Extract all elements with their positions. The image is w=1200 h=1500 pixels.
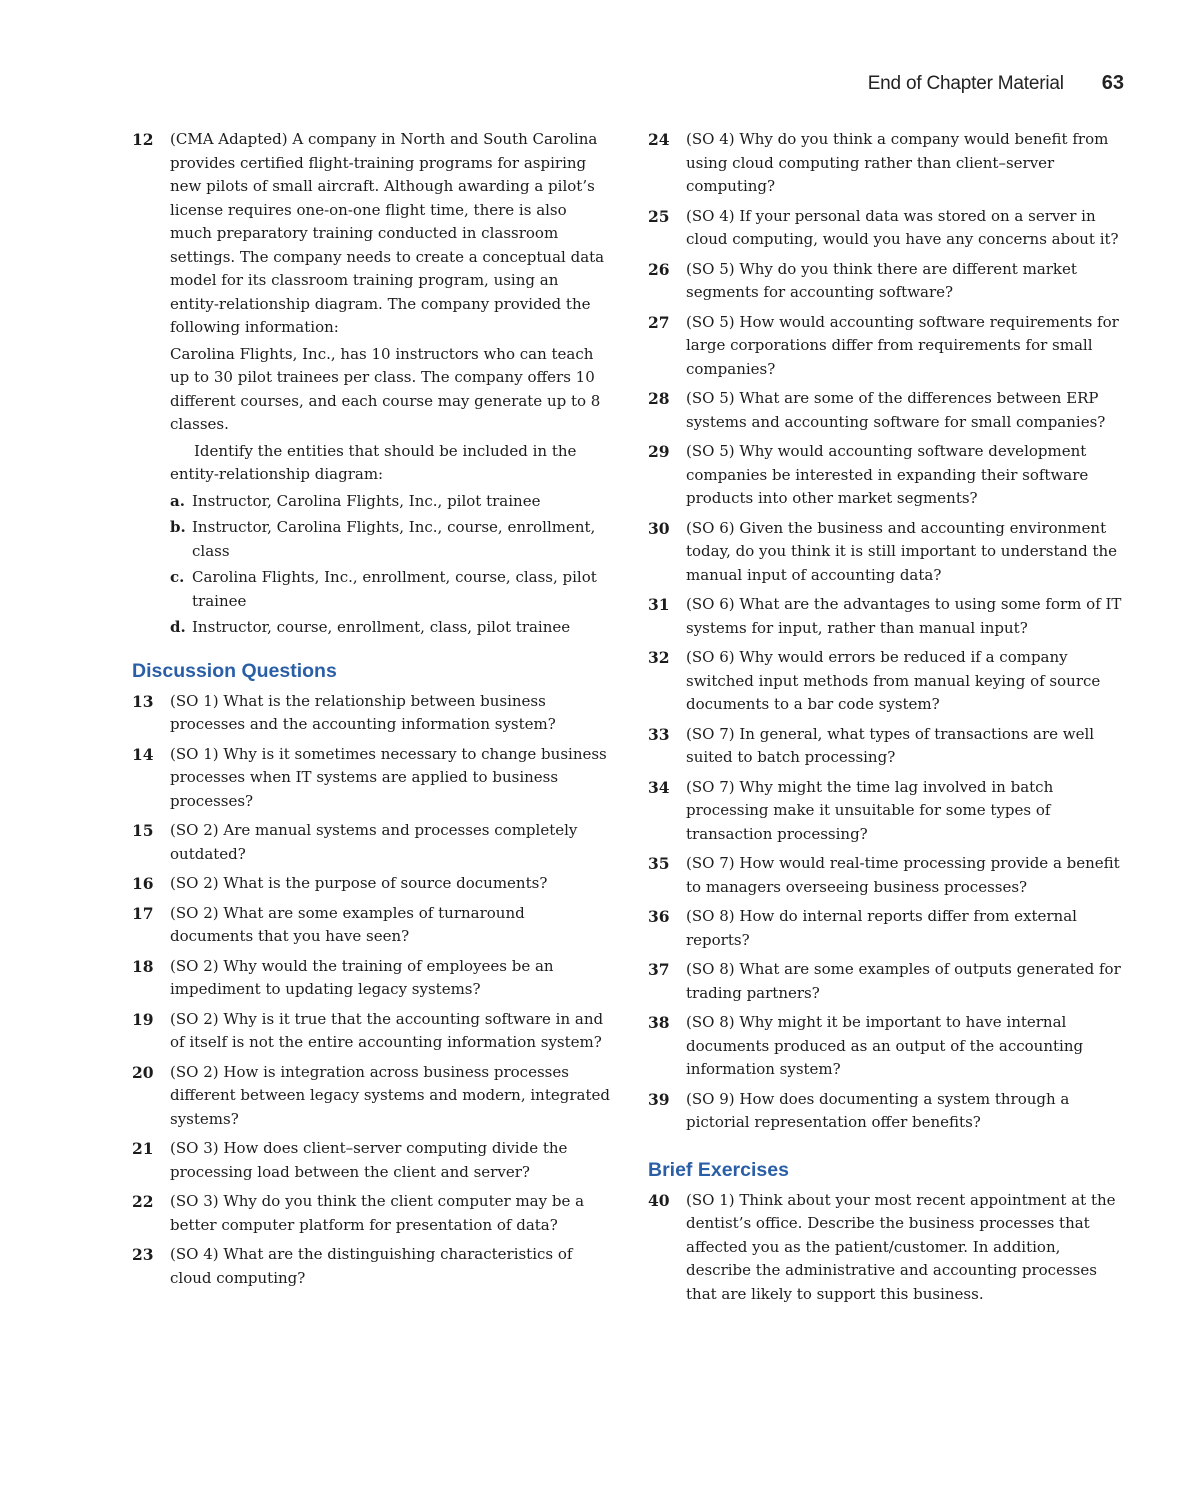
running-head (868, 72, 1124, 95)
section-title-discussion: Discussion Questions (132, 659, 337, 682)
question-prompt: Identify the entities that should be included in the entity-relationship diagram: (170, 441, 577, 483)
question-number: 27 (648, 312, 670, 332)
question-item (132, 872, 610, 896)
question-item (648, 258, 1126, 305)
option-text: Instructor, Carolina Flights, Inc., course, enrollment, class (192, 518, 596, 560)
question-number: 26 (648, 259, 670, 279)
question-text: (SO 1) What is the relationship between business processes and the accounting information system? (170, 691, 556, 733)
question-item (648, 1011, 1126, 1082)
question-text: (CMA Adapted) A company in North and South Carolina provides certified flight-training programs for aspiring new pilots of small aircraft. Although awarding a pilot’s license requires one-on-one flight time, there is also much preparatory training conducted in classroom settings. The company needs to create a conceptual data model for its classroom training program, using an entity-relationship diagram. The company provided the following information: (170, 130, 605, 336)
question-number: 29 (648, 442, 670, 461)
running-head-title: End of Chapter Material (867, 73, 1064, 94)
exercise-item (648, 1189, 1126, 1307)
question-item (648, 128, 1126, 199)
question-text: (SO 8) Why might it be important to have internal documents produced as an output of the accounting information system? (686, 1013, 1084, 1078)
question-text: (SO 2) Are manual systems and processes completely outdated? (170, 821, 578, 863)
answer-option (170, 516, 610, 563)
question-number: 21 (132, 1139, 154, 1158)
question-item (132, 1137, 610, 1184)
option-letter: a. (170, 491, 185, 510)
section-title-brief-exercises: Brief Exercises (648, 1158, 789, 1181)
question-number: 33 (648, 724, 670, 744)
question-number: 40 (648, 1190, 670, 1210)
question-text: (SO 3) Why do you think the client computer may be a better computer platform for presentation of data? (170, 1192, 585, 1234)
question-number: 38 (648, 1013, 670, 1032)
question-number: 28 (648, 389, 670, 408)
question-item (648, 852, 1126, 899)
question-number: 32 (648, 648, 670, 667)
question-item (648, 387, 1126, 434)
question-text: (SO 5) Why do you think there are different market segments for accounting software? (686, 259, 1077, 301)
question-text: (SO 9) How does documenting a system through a pictorial representation offer benefits? (686, 1089, 1070, 1131)
question-item (648, 776, 1126, 847)
option-letter: c. (170, 568, 185, 586)
question-text: (SO 2) What are some examples of turnaround documents that you have seen? (170, 903, 525, 945)
option-text: Instructor, Carolina Flights, Inc., pilot trainee (192, 491, 541, 510)
question-text: (SO 2) How is integration across business processes different between legacy systems and modern, integrated systems? (170, 1062, 610, 1128)
question-text: (SO 6) What are the advantages to using some form of IT systems for input, rather than manual input? (686, 595, 1122, 637)
question-text: (SO 4) What are the distinguishing characteristics of cloud computing? (170, 1245, 573, 1287)
question-text: (SO 4) Why do you think a company would benefit from using cloud computing rather than client–server computing? (686, 130, 1109, 195)
question-text: (SO 5) Why would accounting software development companies be interested in expanding their software products into other market segments? (686, 442, 1089, 507)
left-column (132, 128, 610, 1296)
question-number: 30 (648, 518, 670, 538)
question-text: (SO 1) Why is it sometimes necessary to change business processes when IT systems are applied to business processes? (170, 744, 607, 810)
question-number: 37 (648, 960, 670, 979)
question-item (132, 1190, 610, 1237)
answer-option (170, 490, 610, 514)
answer-option (170, 566, 610, 613)
question-item (132, 902, 610, 949)
question-number: 17 (132, 903, 154, 923)
question-item (132, 1061, 610, 1132)
question-item (132, 128, 610, 640)
question-number: 24 (648, 130, 670, 149)
question-item (132, 955, 610, 1002)
question-text: (SO 1) Think about your most recent appointment at the dentist’s office. Describe the business processes that affected you as the patient/customer. In addition, describe the administrative and accounting processes that are likely to support this business. (686, 1190, 1116, 1303)
question-item (648, 440, 1126, 511)
question-text: (SO 7) How would real-time processing provide a benefit to managers overseeing business processes? (686, 854, 1120, 896)
question-text: (SO 2) Why is it true that the accounting software in and of itself is not the entire accounting information system? (170, 1009, 604, 1051)
question-number: 12 (132, 130, 154, 149)
option-letter: d. (170, 618, 186, 636)
question-text: (SO 2) Why would the training of employees be an impediment to updating legacy systems? (170, 956, 554, 998)
question-number: 20 (132, 1062, 154, 1082)
question-number: 13 (132, 691, 154, 711)
question-text: (SO 7) Why might the time lag involved in batch processing make it unsuitable for some types of transaction processing? (686, 777, 1054, 843)
answer-option (170, 616, 610, 640)
question-number: 35 (648, 854, 670, 873)
question-number: 39 (648, 1089, 670, 1109)
question-number: 22 (132, 1192, 154, 1211)
question-text: (SO 5) What are some of the differences between ERP systems and accounting software for small companies? (686, 389, 1106, 431)
question-info: Carolina Flights, Inc., has 10 instructors who can teach up to 30 pilot trainees per class. The company offers 10 different courses, and each course may generate up to 8 classes. (170, 344, 601, 433)
question-item (648, 311, 1126, 382)
option-letter: b. (170, 518, 186, 536)
question-item (648, 593, 1126, 640)
question-text: (SO 6) Why would errors be reduced if a company switched input methods from manual keying of source documents to a bar code system? (686, 648, 1101, 713)
question-item (648, 905, 1126, 952)
question-text: (SO 8) How do internal reports differ from external reports? (686, 907, 1077, 949)
question-number: 16 (132, 874, 154, 893)
question-text: (SO 3) How does client–server computing divide the processing load between the client and server? (170, 1139, 568, 1181)
question-item (648, 1088, 1126, 1135)
question-text: (SO 4) If your personal data was stored on a server in cloud computing, would you have any concerns about it? (686, 206, 1119, 248)
question-item (132, 690, 610, 737)
question-number: 25 (648, 206, 670, 226)
question-text: (SO 8) What are some examples of outputs generated for trading partners? (686, 960, 1121, 1002)
question-text: (SO 6) Given the business and accounting environment today, do you think it is still important to understand the manual input of accounting data? (686, 518, 1118, 584)
question-item (648, 646, 1126, 717)
question-item (648, 517, 1126, 588)
question-text: (SO 2) What is the purpose of source documents? (170, 874, 548, 892)
question-number: 31 (648, 595, 670, 614)
question-item (132, 743, 610, 814)
page-number: 63 (1101, 72, 1124, 94)
question-item (648, 205, 1126, 252)
question-number: 36 (648, 907, 670, 926)
question-text: (SO 5) How would accounting software requirements for large corporations differ from requirements for small companies? (686, 312, 1119, 378)
question-item (132, 1008, 610, 1055)
question-text: (SO 7) In general, what types of transactions are well suited to batch processing? (686, 724, 1095, 766)
question-number: 15 (132, 821, 154, 840)
question-item (132, 819, 610, 866)
question-item (648, 958, 1126, 1005)
question-number: 18 (132, 956, 154, 976)
option-text: Instructor, course, enrollment, class, pilot trainee (192, 618, 571, 636)
question-number: 23 (132, 1245, 154, 1264)
question-number: 14 (132, 744, 154, 764)
question-item (648, 723, 1126, 770)
right-column (648, 128, 1126, 1312)
option-text: Carolina Flights, Inc., enrollment, course, class, pilot trainee (192, 568, 597, 610)
question-number: 19 (132, 1009, 154, 1029)
question-item (132, 1243, 610, 1290)
question-number: 34 (648, 777, 670, 797)
